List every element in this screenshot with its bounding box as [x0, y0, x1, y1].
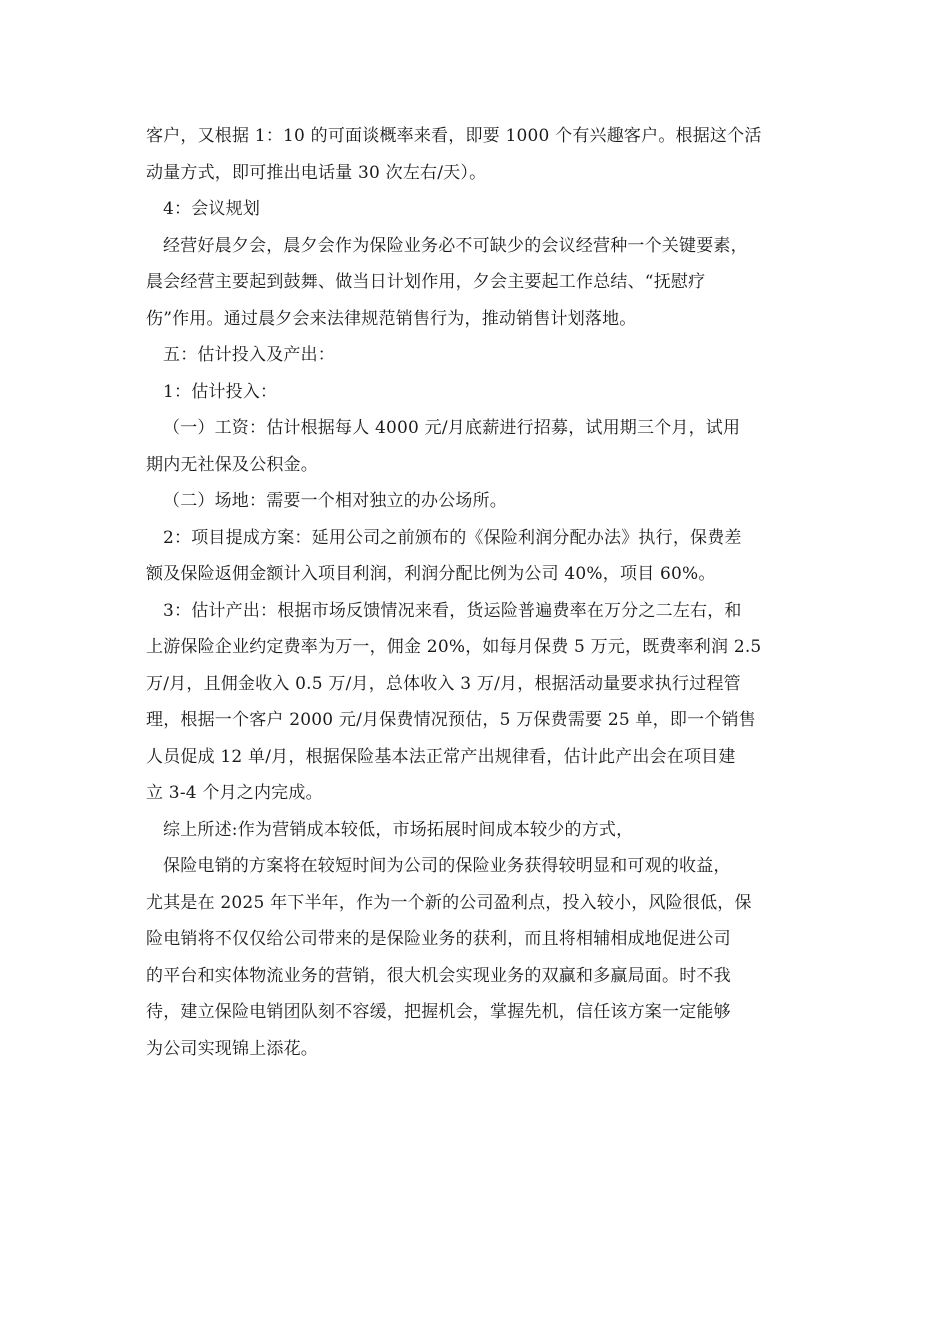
text-line: 伤”作用。通过晨夕会来法律规范销售行为，推动销售计划落地。	[146, 308, 637, 329]
text-line: 立 3-4 个月之内完成。	[146, 783, 323, 803]
text-line: 尤其是在 2025 年下半年，作为一个新的公司盈利点，投入较小，风险很低，保	[146, 892, 752, 913]
text-line: （一）工资：估计根据每人 4000 元/月底薪进行招募，试用期三个月，试用	[163, 418, 741, 438]
text-line: 待，建立保险电销团队刻不容缓，把握机会，掌握先机，信任该方案一定能够	[146, 1002, 731, 1022]
text-line: 动量方式，即可推出电话量 30 次左右/天）。	[146, 162, 487, 183]
text-line: 期内无社保及公积金。	[146, 454, 318, 475]
text-line: 人员促成 12 单/月，根据保险基本法正常产出规律看，估计此产出会在项目建	[146, 746, 736, 767]
text-line: 的平台和实体物流业务的营销，很大机会实现业务的双赢和多赢局面。时不我	[146, 965, 731, 986]
text-line: 万/月，且佣金收入 0.5 万/月，总体收入 3 万/月，根据活动量要求执行过程管	[146, 673, 741, 694]
text-line: （二）场地：需要一个相对独立的办公场所。	[163, 491, 507, 511]
text-line: 3：估计产出：根据市场反馈情况来看，货运险普遍费率在万分之二左右，和	[163, 600, 742, 621]
text-line: 险电销将不仅仅给公司带来的是保险业务的获利，而且将相辅相成地促进公司	[146, 929, 731, 949]
text-line: 2：项目提成方案：延用公司之前颁布的《保险利润分配办法》执行，保费差	[163, 527, 742, 548]
text-line: 五：估计投入及产出：	[163, 345, 335, 365]
text-line: 综上所述:作为营销成本较低，市场拓展时间成本较少的方式，	[163, 819, 634, 840]
text-line: 额及保险返佣金额计入项目利润，利润分配比例为公司 40%，项目 60%。	[146, 564, 716, 584]
text-line: 为公司实现锦上添花。	[146, 1038, 318, 1059]
text-line: 客户，又根据 1：10 的可面谈概率来看，即要 1000 个有兴趣客户。根据这个活	[146, 126, 762, 146]
document-body	[146, 118, 816, 1067]
text-line: 理，根据一个客户 2000 元/月保费情况预估，5 万保费需要 25 单，即一个销售	[146, 710, 756, 730]
text-line: 经营好晨夕会，晨夕会作为保险业务必不可缺少的会议经营种一个关键要素，	[163, 235, 748, 256]
text-line: 4：会议规划	[163, 199, 261, 219]
text-line: 保险电销的方案将在较短时间为公司的保险业务获得较明显和可观的收益，	[163, 856, 731, 876]
text-line: 晨会经营主要起到鼓舞、做当日计划作用，夕会主要起工作总结、“抚慰疗	[146, 272, 706, 292]
text-line: 上游保险企业约定费率为万一，佣金 20%，如每月保费 5 万元，既费率利润 2.5	[146, 637, 762, 657]
text-line: 1：估计投入：	[163, 381, 278, 402]
